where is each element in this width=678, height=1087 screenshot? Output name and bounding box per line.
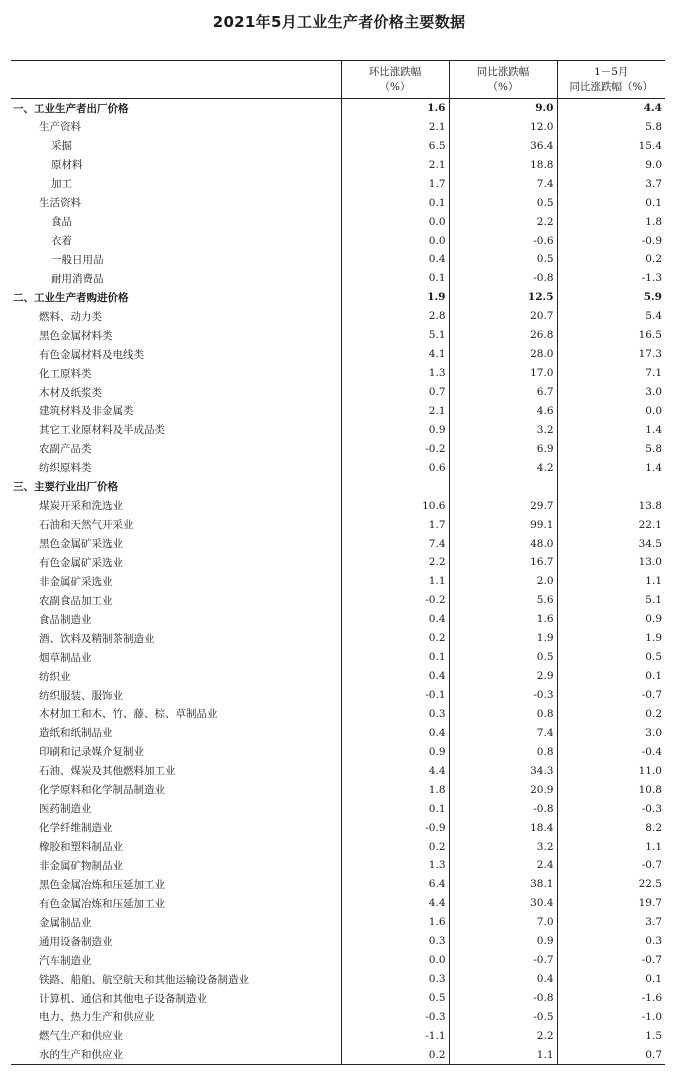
mom-value: 7.4	[341, 534, 449, 553]
yoy-value: 20.7	[449, 307, 557, 326]
yoy-value: -0.6	[449, 231, 557, 250]
table-row	[11, 894, 665, 913]
header-ytd-change	[557, 61, 665, 99]
table-row	[11, 1008, 665, 1027]
mom-value: 0.6	[341, 458, 449, 477]
mom-value: 4.1	[341, 345, 449, 364]
yoy-value: 7.4	[449, 723, 557, 742]
row-label: 纺织原料类	[39, 462, 92, 475]
ytd-value: -1.6	[557, 989, 665, 1008]
yoy-value: 6.9	[449, 439, 557, 458]
header-mom-change	[341, 61, 449, 99]
ytd-value: 5.8	[557, 439, 665, 458]
mom-value: 0.4	[341, 250, 449, 269]
table-row	[11, 799, 665, 818]
mom-value: 2.1	[341, 117, 449, 136]
mom-value: 2.1	[341, 402, 449, 421]
yoy-value: 20.9	[449, 780, 557, 799]
ytd-value: 0.2	[557, 250, 665, 269]
ytd-value: 7.1	[557, 364, 665, 383]
yoy-value: 36.4	[449, 136, 557, 155]
yoy-value: -0.7	[449, 951, 557, 970]
mom-value: -0.2	[341, 591, 449, 610]
table-row	[11, 705, 665, 724]
yoy-value: 1.9	[449, 629, 557, 648]
row-label: 耐用消费品	[51, 272, 104, 285]
ytd-value: -0.7	[557, 686, 665, 705]
row-label: 金属制品业	[39, 916, 92, 929]
table-row	[11, 951, 665, 970]
table-row	[11, 458, 665, 477]
mom-value: 0.9	[341, 420, 449, 439]
yoy-value: 2.4	[449, 856, 557, 875]
row-label: 石油、煤炭及其他燃料加工业	[39, 765, 176, 778]
page-title: 2021年5月工业生产者价格主要数据	[212, 13, 466, 31]
table-row	[11, 136, 665, 155]
row-label: 有色金属材料及电线类	[39, 348, 144, 361]
row-label: 医药制造业	[39, 803, 92, 816]
mom-value: 0.4	[341, 723, 449, 742]
mom-value: 2.1	[341, 155, 449, 174]
row-label: 纺织服装、服饰业	[39, 689, 123, 702]
ytd-value: -0.7	[557, 856, 665, 875]
yoy-value: 0.9	[449, 932, 557, 951]
table-row	[11, 307, 665, 326]
yoy-value: 0.8	[449, 742, 557, 761]
table-row	[11, 477, 665, 496]
yoy-value: 6.7	[449, 383, 557, 402]
yoy-value: 29.7	[449, 496, 557, 515]
row-label: 木材及纸浆类	[39, 386, 102, 399]
header-ytd-period: 1－5月	[594, 65, 629, 78]
row-label: 食品	[51, 216, 72, 229]
row-label: 二、工业生产者购进价格	[13, 291, 129, 304]
table-row	[11, 193, 665, 212]
ytd-value: -0.3	[557, 799, 665, 818]
mom-value: 1.9	[341, 288, 449, 307]
mom-value: 4.4	[341, 894, 449, 913]
yoy-value: 7.0	[449, 913, 557, 932]
row-label: 汽车制造业	[39, 954, 92, 967]
row-label: 铁路、船舶、航空航天和其他运输设备制造业	[39, 973, 249, 986]
yoy-value: 2.9	[449, 667, 557, 686]
header-yoy-change	[449, 61, 557, 99]
row-label: 建筑材料及非金属类	[39, 405, 134, 418]
table-row	[11, 326, 665, 345]
yoy-value: 0.4	[449, 970, 557, 989]
yoy-value: 1.1	[449, 1045, 557, 1064]
table-row	[11, 364, 665, 383]
table-row	[11, 989, 665, 1008]
row-label: 化学原料和化学制品制造业	[39, 784, 165, 797]
mom-value: 0.1	[341, 193, 449, 212]
table-row	[11, 231, 665, 250]
row-label: 衣着	[51, 235, 72, 248]
header-yoy-unit: （%）	[487, 80, 519, 93]
header-item-column	[11, 61, 341, 99]
ytd-value: 9.0	[557, 155, 665, 174]
table-row	[11, 174, 665, 193]
ytd-value: 5.9	[557, 288, 665, 307]
ytd-value: 16.5	[557, 326, 665, 345]
ytd-value: 3.7	[557, 913, 665, 932]
table-row	[11, 496, 665, 515]
ytd-value: 1.8	[557, 212, 665, 231]
table-row	[11, 439, 665, 458]
table-row	[11, 780, 665, 799]
ytd-value: 22.5	[557, 875, 665, 894]
row-label: 生活资料	[39, 197, 81, 210]
row-label: 烟草制品业	[39, 651, 92, 664]
table-row	[11, 610, 665, 629]
mom-value: 0.2	[341, 837, 449, 856]
ytd-value: 0.1	[557, 970, 665, 989]
yoy-value: 18.4	[449, 818, 557, 837]
row-label: 三、主要行业出厂价格	[13, 481, 118, 494]
mom-value: 0.5	[341, 989, 449, 1008]
ytd-value: 5.4	[557, 307, 665, 326]
ytd-value: 1.1	[557, 572, 665, 591]
ytd-value: 0.9	[557, 610, 665, 629]
yoy-value: 26.8	[449, 326, 557, 345]
mom-value: 0.3	[341, 970, 449, 989]
ytd-value: 0.2	[557, 705, 665, 724]
table-row	[11, 515, 665, 534]
yoy-value: 0.5	[449, 648, 557, 667]
row-label: 原材料	[51, 159, 83, 172]
ytd-value: 8.2	[557, 818, 665, 837]
row-label: 石油和天然气开采业	[39, 519, 134, 532]
mom-value: 0.7	[341, 383, 449, 402]
ytd-value: 0.1	[557, 193, 665, 212]
yoy-value: 3.2	[449, 837, 557, 856]
table-row	[11, 155, 665, 174]
mom-value: 0.0	[341, 231, 449, 250]
mom-value: 4.4	[341, 761, 449, 780]
table-header-row	[11, 61, 665, 99]
yoy-value: 12.0	[449, 117, 557, 136]
row-label: 黑色金属矿采选业	[39, 538, 123, 551]
table-row	[11, 572, 665, 591]
mom-value: 0.0	[341, 951, 449, 970]
yoy-value: 0.8	[449, 705, 557, 724]
table-row	[11, 629, 665, 648]
ytd-value: 22.1	[557, 515, 665, 534]
row-label: 造纸和纸制品业	[39, 727, 113, 740]
table-row	[11, 761, 665, 780]
table-row	[11, 383, 665, 402]
mom-value: -1.1	[341, 1026, 449, 1045]
table-row	[11, 818, 665, 837]
mom-value: 1.7	[341, 515, 449, 534]
row-label: 黑色金属材料类	[39, 329, 113, 342]
row-label: 农副食品加工业	[39, 594, 113, 607]
mom-value: 0.4	[341, 610, 449, 629]
row-label: 水的生产和供应业	[11, 1045, 341, 1064]
row-label: 加工	[51, 178, 72, 191]
yoy-value: 1.6	[449, 610, 557, 629]
mom-value: 1.1	[341, 572, 449, 591]
mom-value: 1.6	[341, 99, 449, 118]
ytd-value: -1.3	[557, 269, 665, 288]
yoy-value: 38.1	[449, 875, 557, 894]
ytd-value: 3.0	[557, 723, 665, 742]
yoy-value: 2.0	[449, 572, 557, 591]
yoy-value: -0.3	[449, 686, 557, 705]
table-row	[11, 212, 665, 231]
table-row	[11, 667, 665, 686]
ytd-value: 1.9	[557, 629, 665, 648]
yoy-value: 7.4	[449, 174, 557, 193]
mom-value: 6.5	[341, 136, 449, 155]
table-row	[11, 837, 665, 856]
ytd-value: 1.5	[557, 1026, 665, 1045]
yoy-value: 2.2	[449, 1026, 557, 1045]
table-row	[11, 117, 665, 136]
row-label: 采掘	[51, 140, 72, 153]
table-row	[11, 1045, 665, 1064]
row-label: 计算机、通信和其他电子设备制造业	[39, 992, 207, 1005]
table-row	[11, 345, 665, 364]
mom-value: 6.4	[341, 875, 449, 894]
row-label: 通用设备制造业	[39, 935, 113, 948]
yoy-value: -0.8	[449, 989, 557, 1008]
row-label: 煤炭开采和洗选业	[39, 500, 123, 513]
row-label: 食品制造业	[39, 613, 92, 626]
ytd-value: 0.3	[557, 932, 665, 951]
mom-value: 5.1	[341, 326, 449, 345]
ytd-value: 3.0	[557, 383, 665, 402]
yoy-value: 3.2	[449, 420, 557, 439]
row-label: 非金属矿采选业	[39, 575, 113, 588]
yoy-value: -0.8	[449, 269, 557, 288]
yoy-value: 9.0	[449, 99, 557, 118]
yoy-value: 30.4	[449, 894, 557, 913]
mom-value: 0.1	[341, 799, 449, 818]
table-row	[11, 420, 665, 439]
yoy-value: 99.1	[449, 515, 557, 534]
table-row	[11, 856, 665, 875]
table-row	[11, 1026, 665, 1045]
table-row	[11, 742, 665, 761]
row-label: 化工原料类	[39, 367, 92, 380]
header-mom-label: 环比涨跌幅	[368, 65, 422, 78]
header-yoy-label: 同比涨跌幅	[476, 65, 530, 78]
row-label: 橡胶和塑料制品业	[39, 841, 123, 854]
row-label: 一般日用品	[51, 253, 104, 266]
row-label: 燃料、动力类	[39, 310, 102, 323]
ytd-value: 0.5	[557, 648, 665, 667]
yoy-value: 0.5	[449, 193, 557, 212]
mom-value: 0.2	[341, 1045, 449, 1064]
row-label: 一、工业生产者出厂价格	[13, 102, 129, 115]
row-label: 有色金属冶炼和压延加工业	[39, 897, 165, 910]
mom-value: 10.6	[341, 496, 449, 515]
ytd-value: 5.1	[557, 591, 665, 610]
yoy-value: -0.5	[449, 1008, 557, 1027]
yoy-value: 34.3	[449, 761, 557, 780]
ytd-value: 15.4	[557, 136, 665, 155]
mom-value: 1.6	[341, 913, 449, 932]
ytd-value	[557, 477, 665, 496]
table-row	[11, 913, 665, 932]
mom-value: -0.9	[341, 818, 449, 837]
table-row	[11, 250, 665, 269]
mom-value: 0.2	[341, 629, 449, 648]
ytd-value: 1.1	[557, 837, 665, 856]
yoy-value	[449, 477, 557, 496]
table-row	[11, 875, 665, 894]
ytd-value: 1.4	[557, 420, 665, 439]
yoy-value: 12.5	[449, 288, 557, 307]
ytd-value: 17.3	[557, 345, 665, 364]
mom-value: 1.7	[341, 174, 449, 193]
mom-value: 0.3	[341, 705, 449, 724]
mom-value: 1.8	[341, 780, 449, 799]
row-label: 酒、饮料及精制茶制造业	[39, 632, 155, 645]
table-row	[11, 269, 665, 288]
yoy-value: 4.6	[449, 402, 557, 421]
ytd-value: -0.9	[557, 231, 665, 250]
row-label: 生产资料	[39, 121, 81, 134]
mom-value: 1.3	[341, 364, 449, 383]
table-row	[11, 99, 665, 118]
row-label: 印刷和记录媒介复制业	[39, 746, 144, 759]
ytd-value: 13.8	[557, 496, 665, 515]
yoy-value: 17.0	[449, 364, 557, 383]
table-row	[11, 553, 665, 572]
ytd-value: 3.7	[557, 174, 665, 193]
row-label: 农副产品类	[39, 443, 92, 456]
mom-value	[341, 477, 449, 496]
price-data-table	[11, 60, 665, 1065]
mom-value: 0.1	[341, 269, 449, 288]
table-body	[11, 99, 665, 1065]
table-row	[11, 648, 665, 667]
ytd-value: 10.8	[557, 780, 665, 799]
ytd-value: 0.7	[557, 1045, 665, 1064]
mom-value: 2.8	[341, 307, 449, 326]
row-label: 化学纤维制造业	[39, 822, 113, 835]
ytd-value: 5.8	[557, 117, 665, 136]
mom-value: 0.9	[341, 742, 449, 761]
ytd-value: 34.5	[557, 534, 665, 553]
ytd-value: 19.7	[557, 894, 665, 913]
row-label: 纺织业	[39, 670, 71, 683]
ytd-value: 0.0	[557, 402, 665, 421]
yoy-value: 28.0	[449, 345, 557, 364]
ytd-value: 0.1	[557, 667, 665, 686]
table-row	[11, 932, 665, 951]
mom-value: 0.1	[341, 648, 449, 667]
yoy-value: 2.2	[449, 212, 557, 231]
mom-value: 2.2	[341, 553, 449, 572]
yoy-value: 0.5	[449, 250, 557, 269]
header-ytd-label: 同比涨跌幅（%）	[569, 80, 653, 93]
row-label: 电力、热力生产和供应业	[39, 1011, 155, 1024]
mom-value: -0.2	[341, 439, 449, 458]
yoy-value: 18.8	[449, 155, 557, 174]
row-label: 燃气生产和供应业	[39, 1030, 123, 1043]
table-row	[11, 970, 665, 989]
ytd-value: 11.0	[557, 761, 665, 780]
yoy-value: 4.2	[449, 458, 557, 477]
ytd-value: 4.4	[557, 99, 665, 118]
row-label: 黑色金属冶炼和压延加工业	[39, 878, 165, 891]
yoy-value: 48.0	[449, 534, 557, 553]
yoy-value: -0.8	[449, 799, 557, 818]
row-label: 其它工业原材料及半成品类	[39, 424, 165, 437]
row-label: 木材加工和木、竹、藤、棕、草制品业	[39, 708, 218, 721]
yoy-value: 5.6	[449, 591, 557, 610]
yoy-value: 16.7	[449, 553, 557, 572]
table-row	[11, 288, 665, 307]
table-row	[11, 591, 665, 610]
row-label: 有色金属矿采选业	[39, 556, 123, 569]
ytd-value: -1.0	[557, 1008, 665, 1027]
ytd-value: 1.4	[557, 458, 665, 477]
mom-value: 1.3	[341, 856, 449, 875]
table-row	[11, 686, 665, 705]
mom-value: 0.3	[341, 932, 449, 951]
table-row	[11, 534, 665, 553]
ytd-value: 13.0	[557, 553, 665, 572]
mom-value: -0.1	[341, 686, 449, 705]
ytd-value: -0.4	[557, 742, 665, 761]
mom-value: -0.3	[341, 1008, 449, 1027]
table-row	[11, 723, 665, 742]
row-label: 非金属矿物制品业	[39, 859, 123, 872]
header-mom-unit: （%）	[379, 80, 411, 93]
mom-value: 0.0	[341, 212, 449, 231]
ytd-value: -0.7	[557, 951, 665, 970]
mom-value: 0.4	[341, 667, 449, 686]
table-row	[11, 402, 665, 421]
